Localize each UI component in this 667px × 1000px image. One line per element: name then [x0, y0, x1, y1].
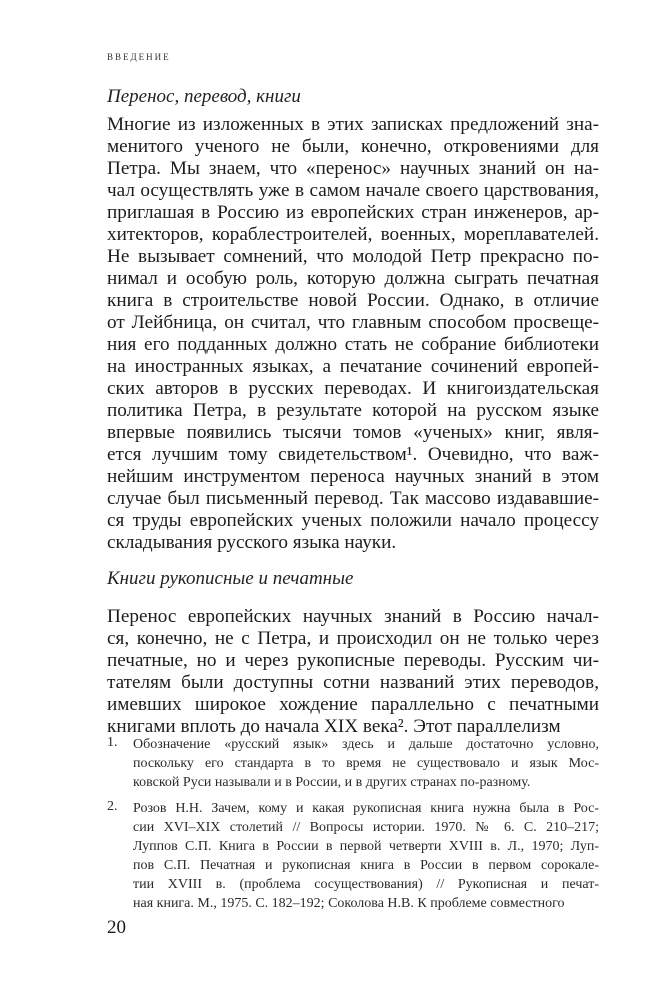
text-line: хитекторов, кораблестроителей, военных, мореплавателей.	[107, 224, 599, 245]
text-line: пов С.П. Печатная и рукописная книга в России в первом сорокале-	[133, 858, 599, 873]
text-line: печатные, но и через рукописные переводы. Русским чи-	[107, 650, 599, 671]
running-head: ВВЕДЕНИЕ	[107, 52, 171, 62]
text-line: ется лучшим тому свидетельством¹. Очевидно, что важ-	[107, 444, 599, 465]
text-line: ся, конечно, не с Петра, и происходил он не только через	[107, 628, 599, 649]
text-line: книга в строительстве новой России. Однако, в отличие	[107, 290, 599, 311]
text-line: тии XVIII в. (проблема сосуществования) // Рукописная и печат-	[133, 877, 599, 892]
text-line: нейшим инструментом переноса научных знаний в этом	[107, 466, 599, 487]
text-line: книгами вплоть до начала XIX века². Этот параллелизм	[107, 716, 561, 737]
section-heading: Книги рукописные и печатные	[107, 568, 354, 589]
text-line: от Лейбница, он считал, что главным способом просвеще-	[107, 312, 599, 333]
footnote-number: 2.	[107, 799, 118, 814]
footnote	[107, 799, 599, 913]
text-line: на иностранных языках, а печатание сочинений европей-	[107, 356, 599, 377]
text-line: Розов Н.Н. Зачем, кому и какая рукописная книга нужна была в Рос-	[133, 801, 599, 816]
paragraph	[107, 114, 599, 554]
text-line: впервые появились тысячи томов «ученых» книг, явля-	[107, 422, 599, 443]
text-line: приглашая в Россию из европейских стран инженеров, ар-	[107, 202, 599, 223]
page-number: 20	[107, 917, 126, 938]
text-line: Луппов С.П. Книга в России в первой четверти XVIII в. Л., 1970; Луп-	[133, 839, 599, 854]
text-line: поскольку его стандарта в то время не существовало и язык Мос-	[133, 756, 599, 771]
text-line: политика Петра, в результате которой на русском языке	[107, 400, 599, 421]
footnote-text	[133, 735, 599, 792]
text-line: Многие из изложенных в этих записках предложений зна-	[107, 114, 599, 135]
text-line: сии XVI–XIX столетий // Вопросы истории. 1970. № 6. С. 210–217;	[133, 820, 599, 835]
paragraph	[107, 606, 599, 738]
footnote	[107, 735, 599, 792]
text-line: ния его подданных должно стать не собрание библиотеки	[107, 334, 599, 355]
text-line: Обозначение «русский язык» здесь и дальше достаточно условно,	[133, 737, 599, 752]
text-line: нимал и особую роль, которую должна сыграть печатная	[107, 268, 599, 289]
text-line: ся труды европейских ученых положили начало процессу	[107, 510, 599, 531]
text-line: ковской Руси называли и в России, и в других странах по-разному.	[133, 775, 531, 790]
text-line: чал осуществлять уже в самом начале своего царствования,	[107, 180, 599, 201]
text-line: Петра. Мы знаем, что «перенос» научных знаний он на-	[107, 158, 599, 179]
footnote-number: 1.	[107, 735, 118, 750]
text-line: складывания русского языка науки.	[107, 532, 397, 553]
text-line: Не вызывает сомнений, что молодой Петр прекрасно по-	[107, 246, 599, 267]
text-line: Перенос европейских научных знаний в Россию начал-	[107, 606, 599, 627]
text-line: тателям были доступны сотни названий этих переводов,	[107, 672, 599, 693]
text-line: имевших широкое хождение параллельно с печатными	[107, 694, 599, 715]
text-line: ная книга. М., 1975. С. 182–192; Соколова Н.В. К проблеме совместного	[133, 896, 565, 911]
text-line: ских авторов в русских переводах. И книгоиздательская	[107, 378, 599, 399]
text-line: менитого ученого не были, конечно, откровениями для	[107, 136, 599, 157]
footnote-text	[133, 799, 599, 913]
section-heading: Перенос, перевод, книги	[107, 86, 301, 107]
text-line: случае был письменный перевод. Так массово издававшие-	[107, 488, 599, 509]
